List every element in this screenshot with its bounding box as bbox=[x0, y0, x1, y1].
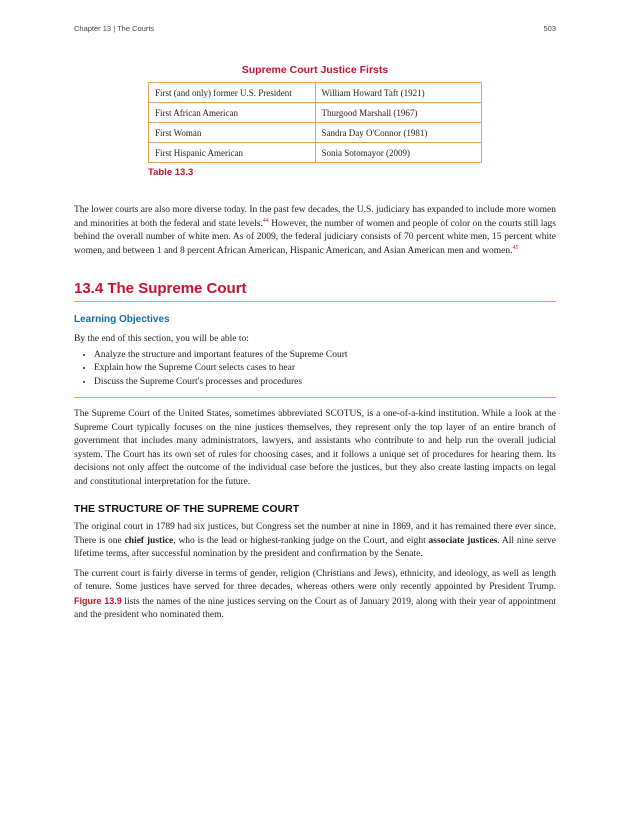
subsection-title: THE STRUCTURE OF THE SUPREME COURT bbox=[74, 503, 300, 515]
figure-link[interactable]: Figure 13.9 bbox=[74, 595, 122, 606]
text-run: . All nine serve lifetime terms, after successful nomination by the president and confirmation by the Senate. bbox=[74, 535, 557, 559]
table-row bbox=[149, 103, 482, 123]
objectives-intro: By the end of this section, you will be able to: bbox=[74, 334, 249, 344]
footnote-44[interactable]: 44 bbox=[262, 217, 269, 224]
term-associate-justices: associate justices bbox=[428, 535, 498, 546]
table-cell-milestone: First Hispanic American bbox=[149, 143, 316, 163]
term-chief-justice: chief justice bbox=[124, 535, 174, 546]
objective-item: • Analyze the structure and important features of the Supreme Court bbox=[94, 349, 556, 363]
page-content bbox=[74, 60, 556, 629]
divider bbox=[74, 397, 556, 398]
table-row bbox=[149, 83, 482, 103]
table-caption: Table 13.3 bbox=[148, 167, 194, 178]
table-row bbox=[149, 123, 482, 143]
paragraph-current-court bbox=[74, 568, 556, 623]
table-cell-justice: Thurgood Marshall (1967) bbox=[315, 103, 482, 123]
justice-firsts-table bbox=[148, 82, 482, 163]
table-title: Supreme Court Justice Firsts bbox=[241, 64, 389, 76]
table-cell-milestone: First Woman bbox=[149, 123, 316, 143]
table-cell-justice: Sonia Sotomayor (2009) bbox=[315, 143, 482, 163]
text-run: lists the names of the nine justices serving on the Court as of January 2019, along with their year of appointment and the president who nominated them. bbox=[74, 596, 557, 620]
chapter-header: Chapter 13 | The Courts bbox=[74, 24, 155, 33]
text-run: However, the number of women and people of color on the courts still lags behind the overall number of white men. As of 2009, the federal judiciary consists of 70 percent white men, 15 percent white women, and between 1 and 8 percent African American, Hispanic American, and Asian American men and women. bbox=[74, 218, 557, 256]
page-header bbox=[74, 24, 556, 33]
table-cell-justice: William Howard Taft (1921) bbox=[315, 83, 482, 103]
paragraph-scotus-intro: The Supreme Court of the United States, sometimes abbreviated SCOTUS, is a one-of-a-kind institution. While a look at the Supreme Court typically focuses on the nine justices themselves, they represent only the top layer of an entire branch of government that includes many administrators, lawyers, and assistants who contribute to and help run the overall judicial system. The Court has its own set of rules for choosing cases, and it follows a unique set of procedures for hearing them. Its decisions not only affect the outcome of the individual case before the justices, but they also create lasting impacts on legal and constitutional interpretation for the future. bbox=[74, 409, 556, 487]
objectives-list bbox=[74, 349, 556, 390]
paragraph-lower-courts bbox=[74, 204, 556, 258]
page-number: 503 bbox=[543, 24, 556, 33]
table-row bbox=[149, 143, 482, 163]
table-cell-justice: Sandra Day O'Connor (1981) bbox=[315, 123, 482, 143]
text-run: , who is the lead or highest-ranking judge on the Court, and eight bbox=[173, 535, 429, 546]
objective-item: • Explain how the Supreme Court selects cases to hear bbox=[94, 362, 556, 376]
paragraph-structure bbox=[74, 521, 556, 562]
table-cell-milestone: First (and only) former U.S. President bbox=[149, 83, 316, 103]
footnote-45[interactable]: 45 bbox=[512, 244, 519, 251]
text-run: The original court in 1789 had six justices, but Congress set the number at nine in 1869, and it has remained there ever since. There is one bbox=[74, 522, 556, 546]
table-cell-milestone: First African American bbox=[149, 103, 316, 123]
text-run: The lower courts are also more diverse today. In the past few decades, the U.S. judiciary has expanded to include more women and minorities at both the federal and state levels. bbox=[74, 205, 556, 229]
objective-item: • Discuss the Supreme Court's processes and procedures bbox=[94, 376, 556, 390]
section-title: 13.4 The Supreme Court bbox=[74, 280, 556, 302]
learning-objectives-title: Learning Objectives bbox=[74, 314, 170, 325]
text-run: The current court is fairly diverse in terms of gender, religion (Christians and Jews), ethnicity, and ideology, as well as length of tenure. Some justices have served for three decades, whereas others were only recently appointed by President Trump. bbox=[74, 568, 556, 592]
